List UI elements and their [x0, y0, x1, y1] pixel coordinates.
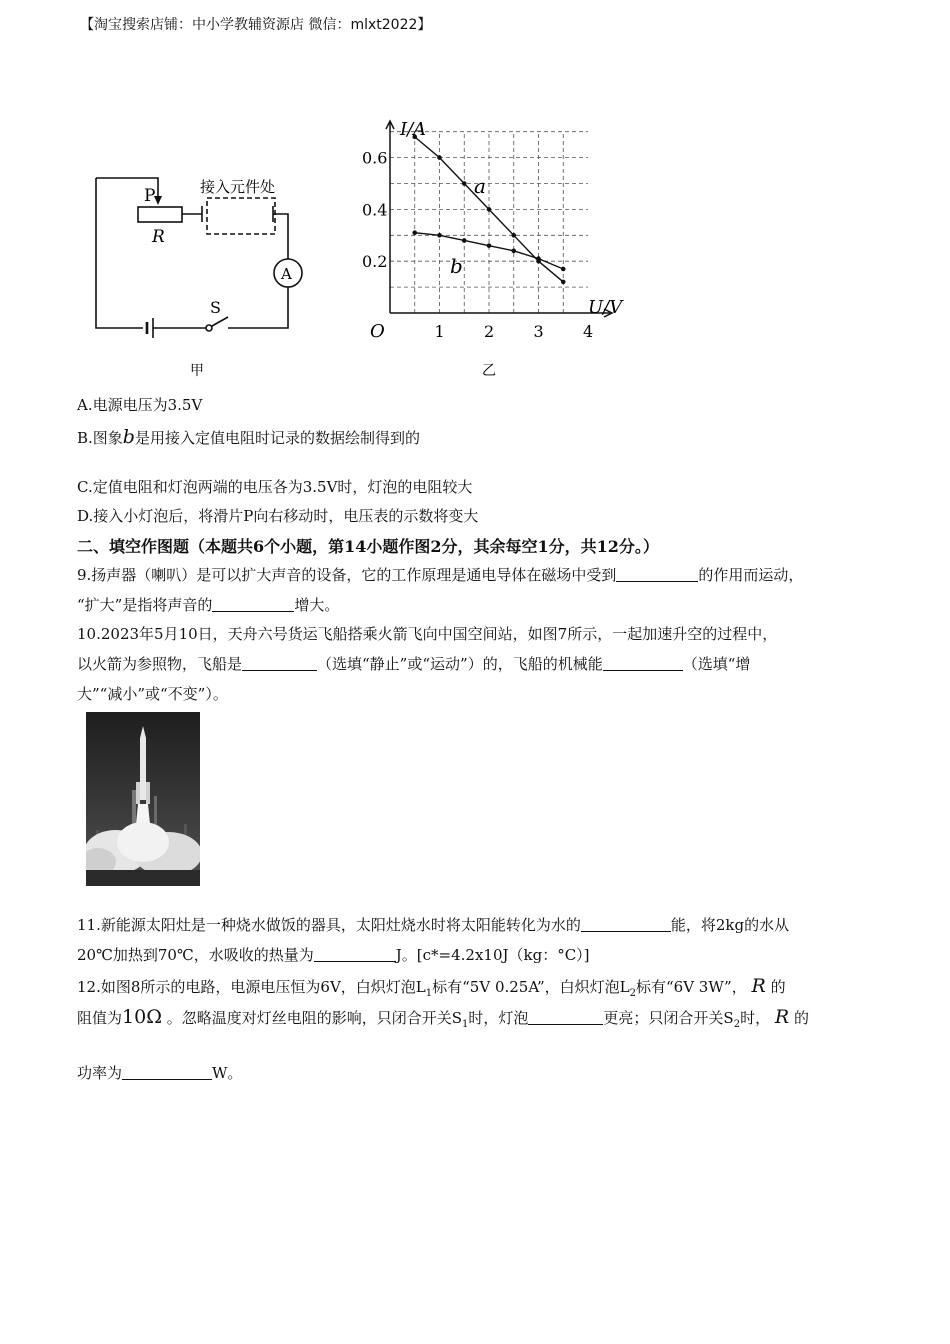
rocket-launch-photo	[86, 712, 200, 886]
caption-yi: 乙	[482, 363, 496, 379]
q10-blank-1[interactable]	[242, 656, 317, 671]
y-tick-label: 0.6	[362, 148, 388, 168]
q12-blank-1[interactable]	[528, 1010, 603, 1025]
data-point-b	[437, 233, 442, 238]
q12-line3: 功率为 W。	[77, 1064, 243, 1082]
y-tick-label: 0.4	[362, 200, 388, 220]
var-R-2: R	[774, 1006, 790, 1028]
q12-blank-2[interactable]	[122, 1065, 212, 1080]
section-heading-2: 二、填空作图题（本题共6个小题，第14小题作图2分，其余每空1分，共12分。）	[77, 537, 659, 556]
q12-line2: 阻值为10Ω 。忽略温度对灯丝电阻的影响，只闭合开关$S_1$时，灯泡 更亮；只闭合开关$S_2$时， R 的	[77, 1006, 809, 1030]
ammeter-icon: A	[281, 265, 292, 283]
q9-blank-2[interactable]	[212, 597, 294, 612]
x-tick-label: 2	[484, 322, 495, 341]
option-d: D.接入小灯泡后，将滑片P向右移动时，电压表的示数将变大	[77, 507, 479, 525]
y-tick-label: 0.2	[362, 252, 388, 272]
circuit-diagram	[88, 168, 303, 383]
data-point-b	[561, 267, 566, 272]
q10-line2: 以火箭为参照物，飞船是 （选填“静止”或“运动”）的，飞船的机械能 （选填“增	[77, 655, 751, 673]
caption-jia: 甲	[190, 363, 204, 379]
label-component-slot: 接入元件处	[200, 178, 276, 196]
option-b: B.图象b是用接入定值电阻时记录的数据绘制得到的	[77, 426, 420, 448]
page-header: 【淘宝搜索店铺：中小学教辅资源店 微信：mlxt2022】	[80, 17, 432, 33]
data-point-b	[462, 238, 467, 243]
q11-blank-1[interactable]	[581, 917, 671, 932]
x-axis-label: U/V	[588, 297, 623, 318]
data-point-b	[487, 243, 492, 248]
series-label-b: b	[450, 254, 463, 278]
series-label-a: a	[474, 174, 486, 198]
var-b: b	[122, 426, 135, 448]
iu-graph	[360, 115, 640, 385]
q9-blank-1[interactable]	[616, 567, 698, 582]
q10-line1: 10.2023年5月10日，天舟六号货运飞船搭乘火箭飞向中国空间站，如图7所示，一起加速升空的过程中，	[77, 625, 778, 643]
x-tick-label: 3	[533, 322, 544, 341]
data-point-a	[561, 280, 566, 285]
q11-line2: 20℃加热到70℃，水吸收的热量为 J。[c*=4.2x10J（kg：°C）]	[77, 946, 590, 964]
option-c: C.定值电阻和灯泡两端的电压各为3.5V时，灯泡的电阻较大	[77, 478, 473, 496]
data-point-b	[412, 230, 417, 235]
q12-line1: 12.如图8所示的电路，电源电压恒为6V，白炽灯泡$L_1$标有“5V 0.25A”，白炽灯泡$L_2$标有“6V 3W”， R 的	[77, 975, 786, 999]
var-R: R	[751, 975, 766, 997]
q9-line1: 9.扬声器（喇叭）是可以扩大声音的设备，它的工作原理是通电导体在磁场中受到 的作用而运动，	[77, 566, 804, 584]
data-point-b	[536, 256, 541, 261]
q10-blank-2[interactable]	[603, 656, 683, 671]
x-tick-label: 4	[583, 322, 594, 341]
data-point-a	[462, 181, 467, 186]
resistance-value: 10Ω	[122, 1006, 162, 1028]
data-point-b	[511, 249, 516, 254]
data-point-a	[437, 155, 442, 160]
label-R: R	[152, 227, 165, 247]
origin-label: O	[370, 321, 385, 342]
q9-line2: “扩大”是指将声音的 增大。	[77, 596, 340, 614]
data-point-a	[511, 233, 516, 238]
option-a: A.电源电压为3.5V	[77, 396, 203, 414]
x-tick-label: 1	[434, 322, 445, 341]
q10-line3: 大”“减小”或“不变”）。	[77, 685, 228, 703]
q11-blank-2[interactable]	[314, 947, 396, 962]
y-axis-label: I/A	[400, 119, 427, 140]
graph-grid	[390, 132, 588, 313]
q11-line1: 11.新能源太阳灶是一种烧水做饭的器具，太阳灶烧水时将太阳能转化为水的 能，将2kg的水从	[77, 916, 790, 934]
label-S: S	[210, 298, 221, 317]
data-point-a	[487, 207, 492, 212]
label-P: P	[144, 186, 156, 206]
